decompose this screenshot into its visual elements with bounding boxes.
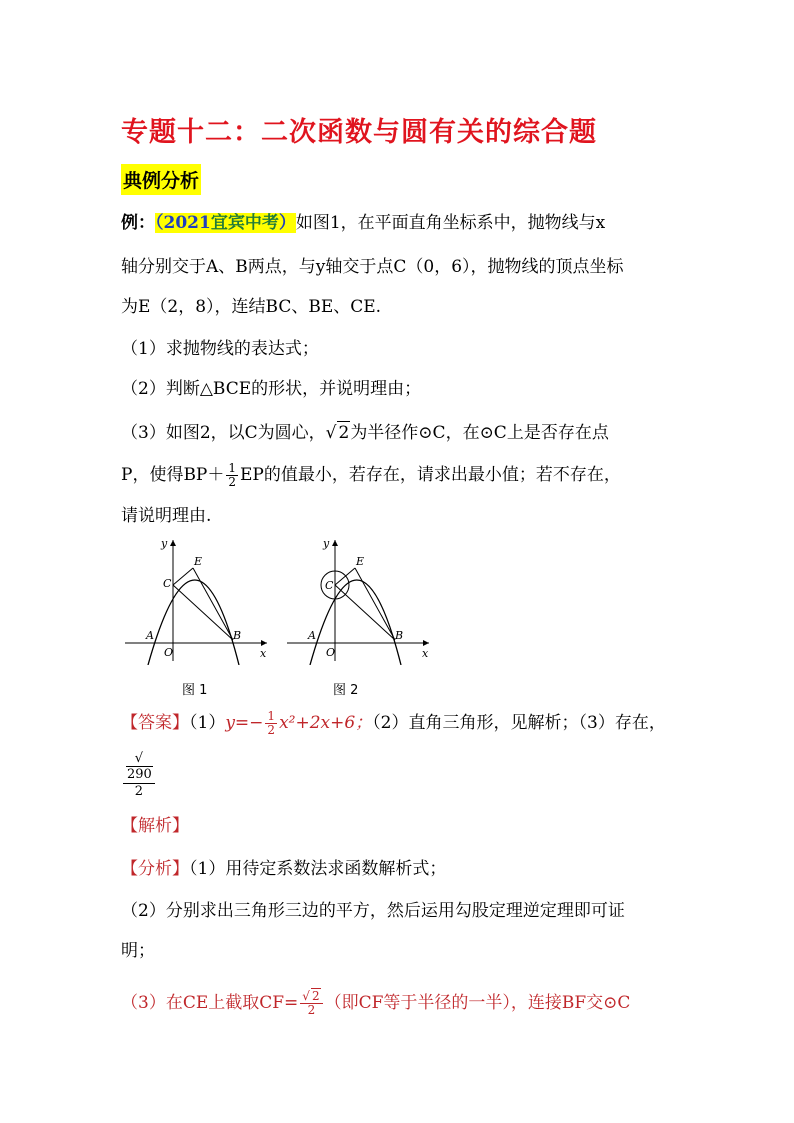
fig2-c-label: C (325, 579, 334, 592)
analysis-line-2: （2）分别求出三角形三边的平方，然后运用勾股定理逆定理即可证 (121, 901, 625, 921)
sqrt-symbol: √ (325, 423, 337, 443)
source-city: 宜宾中考 (210, 213, 279, 233)
sqrt-radicand: 2 (338, 423, 350, 443)
source-year: 2021 (163, 213, 211, 233)
answer-fraction: $\frac{1}{2}$ (267, 709, 276, 737)
fenxi-label: 【分析】 (121, 859, 189, 879)
fig1-origin-label: O (164, 646, 174, 659)
fig1-y-label: y (161, 537, 168, 550)
example-line-1 (121, 212, 605, 234)
analysis-line-1: 【分析】（1）用待定系数法求函数解析式； (121, 859, 447, 879)
page-title: 专题十二：二次函数与圆有关的综合题 (121, 117, 597, 148)
fig2-y-label: y (323, 537, 330, 550)
analysis-line-4: （3）在CE上截取CF= $\frac{√ 2}{2}$ （即CF等于半径的一半），连接BF交⊙C (121, 989, 631, 1017)
figure-1-caption: 图 1 (182, 683, 208, 698)
example-text-1: 如图1，在平面直角坐标系中，抛物线与x (295, 213, 606, 233)
example-line-3: 为E（2，8），连结BC、BE、CE. (121, 297, 382, 317)
fraction-one-half: $\frac{1}{2}$ (228, 461, 237, 489)
figure-1 (121, 535, 271, 665)
fig1-a-label: A (146, 629, 154, 642)
fig2-b-label: B (395, 629, 404, 642)
question-2: （2）判断△BCE的形状，并说明理由； (121, 379, 422, 399)
fig1-b-label: B (233, 629, 242, 642)
fig2-e-label: E (356, 555, 365, 568)
half-sqrt-fraction: $\frac{√ 2}{2}$ (300, 990, 322, 1017)
question-3-line-3: 请说明理由. (121, 506, 212, 526)
answer-final-value: √ 290 2 (121, 751, 157, 800)
question-1: （1）求抛物线的表达式； (121, 339, 319, 359)
example-label: 例： (121, 213, 155, 233)
section-heading: 典例分析 (121, 164, 201, 195)
answer-label: 【答案】 (121, 713, 189, 733)
fig2-x-label: x (422, 647, 429, 660)
analysis-label: 【解析】 (121, 816, 189, 836)
source-tag: （2021宜宾中考） (155, 213, 296, 233)
fig2-origin-label: O (326, 646, 336, 659)
figure-2 (283, 535, 433, 665)
fig2-a-label: A (308, 629, 316, 642)
example-line-2: 轴分别交于A、B两点，与y轴交于点C（0，6），抛物线的顶点坐标 (121, 257, 624, 277)
fig1-x-label: x (260, 647, 267, 660)
question-3-line-1: （3）如图2，以C为圆心，√ 2为半径作⊙C，在⊙C上是否存在点 (121, 423, 609, 443)
answer-line: 【答案】（1）y=− $\frac{1}{2}$ x²+2x+6；（2）直角三角形，见解析；（3）存在， (121, 709, 666, 737)
fig1-c-label: C (163, 577, 172, 590)
question-3-line-2: P，使得BP＋ $\frac{1}{2}$ EP的值最小，若存在，请求出最小值；若不存在， (121, 461, 621, 489)
analysis-line-3: 明； (121, 941, 155, 961)
figure-2-caption: 图 2 (333, 683, 359, 698)
fig1-e-label: E (194, 555, 203, 568)
